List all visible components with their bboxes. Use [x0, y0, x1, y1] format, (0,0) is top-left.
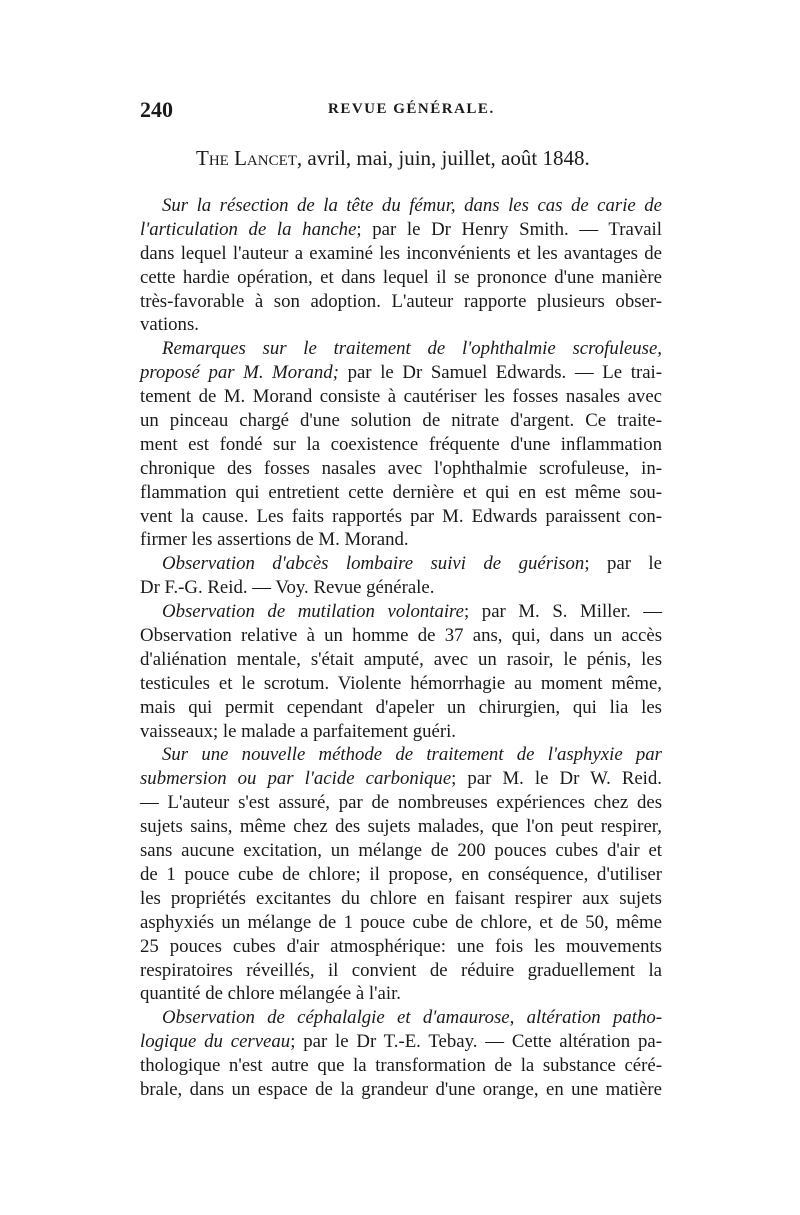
italic-segment: Observation de céphalalgie et d'amaurose — [162, 1007, 510, 1029]
italic-segment: Observation d'abcès lombaire suivi de guérison — [162, 553, 585, 575]
text-line — [140, 194, 662, 218]
text-line — [140, 911, 662, 935]
text-line — [140, 863, 662, 887]
text-segment: sans aucune excitation, un mélange de 200 pouces cubes d'air et — [140, 840, 662, 862]
italic-segment: altération patho- — [526, 1007, 662, 1029]
text-line — [140, 887, 662, 911]
text-line — [140, 433, 662, 457]
text-segment: chronique des fosses nasales avec l'ophthalmie scrofuleuse, in- — [140, 457, 662, 479]
text-segment: 25 pouces cubes d'air atmosphérique: une fois les mouvements — [140, 935, 662, 957]
text-line — [140, 791, 662, 815]
text-line — [140, 385, 662, 409]
text-segment: un pinceau chargé d'une solution de nitrate d'argent. Ce traite- — [140, 410, 662, 432]
text-segment: de 1 pouce cube de chlore; il propose, en conséquence, d'utiliser — [140, 863, 662, 885]
text-segment: ; par le Dr Henry Smith. — Travail — [356, 218, 662, 240]
text-line — [140, 576, 662, 600]
italic-segment: logique du cerveau — [140, 1031, 291, 1053]
text-segment: flammation qui entretient cette dernière et qui en est même sou- — [140, 481, 662, 503]
text-segment: vent la cause. Les faits rapportés par M. Edwards paraissent con- — [140, 505, 662, 527]
text-line — [140, 218, 662, 242]
text-line — [140, 242, 662, 266]
page-number: 240 — [140, 97, 173, 122]
italic-segment: l'articulation de la hanche — [140, 218, 357, 240]
text-segment: mais qui permit cependant d'apeler un chirurgien, qui lia les — [140, 696, 662, 718]
text-segment: cette hardie opération, et dans lequel il se prononce d'une manière — [140, 266, 662, 288]
italic-segment: Sur une nouvelle méthode de traitement de l'asphyxie par — [162, 744, 662, 766]
text-segment: respiratoires réveillés, il convient de réduire graduellement la — [140, 959, 662, 981]
text-segment: quantité de chlore mélangée à l'air. — [140, 983, 401, 1005]
text-line — [140, 337, 662, 361]
text-line — [140, 409, 662, 433]
italic-segment: proposé par M. Morand; — [140, 362, 339, 384]
text-segment: thologique n'est autre que la transformation de la substance céré- — [140, 1055, 662, 1077]
text-segment: ment est fondé sur la coexistence fréquente d'une inflammation — [140, 433, 662, 455]
text-line — [140, 1078, 662, 1102]
text-line — [140, 313, 662, 337]
text-segment: ; par le — [584, 553, 662, 575]
text-segment: — L'auteur s'est assuré, par de nombreuses expériences chez des — [140, 792, 662, 814]
text-segment: vaisseaux; le malade a parfaitement guéri. — [140, 720, 457, 742]
text-segment: testicules et le scrotum. Violente hémorrhagie au moment même, — [140, 672, 662, 694]
text-segment: par le Dr Samuel Edwards. — Le trai- — [338, 362, 663, 384]
italic-segment: Observation de mutilation volontaire — [162, 601, 465, 623]
text-segment: , — [509, 1007, 527, 1029]
text-line — [140, 266, 662, 290]
text-segment: très-favorable à son adoption. L'auteur rapporte plusieurs obser- — [140, 290, 662, 312]
text-segment: Observation relative à un homme de 37 ans, qui, dans un accès — [140, 625, 662, 647]
text-segment: les propriétés excitantes du chlore en faisant respirer aux sujets — [140, 887, 662, 909]
text-segment: ; par M. le Dr W. Reid. — [451, 768, 662, 790]
italic-segment: submersion ou par l'acide carbonique — [140, 768, 452, 790]
text-line — [140, 982, 662, 1006]
italic-segment: Remarques sur le traitement de l'ophthalmie scrofuleuse, — [162, 338, 662, 360]
text-segment: brale, dans un espace de la grandeur d'une orange, en une matière — [140, 1078, 662, 1100]
text-line — [140, 648, 662, 672]
italic-segment: Sur la résection de la tête du fémur, dans les cas de carie de — [162, 195, 662, 216]
journal-dates: , avril, mai, juin, juillet, août 1848. — [296, 146, 590, 170]
text-segment: d'aliénation mentale, s'était amputé, avec un rasoir, le pénis, les — [140, 648, 662, 670]
text-segment: Dr F.-G. Reid. — Voy. Revue générale. — [140, 577, 435, 599]
text-segment: tement de M. Morand consiste à cautériser les fosses nasales avec — [140, 386, 662, 408]
running-title: REVUE GÉNÉRALE. — [328, 101, 495, 117]
text-line — [140, 935, 662, 959]
text-line — [140, 528, 662, 552]
page-header — [140, 97, 660, 127]
text-line — [140, 1054, 662, 1078]
text-line — [140, 361, 662, 385]
text-segment: firmer les assertions de M. Morand. — [140, 529, 409, 551]
article-body — [140, 194, 662, 1102]
text-line — [140, 552, 662, 576]
text-segment: vations. — [140, 314, 199, 336]
text-segment: ; par le Dr T.-E. Tebay. — Cette altération pa- — [290, 1031, 662, 1053]
text-line — [140, 505, 662, 529]
text-line — [140, 767, 662, 791]
text-line — [140, 839, 662, 863]
text-line — [140, 959, 662, 983]
text-line — [140, 696, 662, 720]
text-segment: ; par M. S. Miller. — — [464, 601, 662, 623]
text-line — [140, 720, 662, 744]
text-line — [140, 290, 662, 314]
text-segment: sujets sains, même chez des sujets malades, que l'on peut respirer, — [140, 816, 662, 838]
text-line — [140, 743, 662, 767]
text-segment: dans lequel l'auteur a examiné les inconvénients et les avantages de — [140, 242, 662, 264]
text-line — [140, 815, 662, 839]
text-line — [140, 1030, 662, 1054]
journal-name: The Lancet — [196, 146, 297, 170]
text-line — [140, 457, 662, 481]
journal-heading — [196, 146, 590, 171]
text-line — [140, 1006, 662, 1030]
text-line — [140, 624, 662, 648]
text-segment: asphyxiés un mélange de 1 pouce cube de chlore, et de 50, même — [140, 911, 662, 933]
text-line — [140, 672, 662, 696]
text-line — [140, 481, 662, 505]
text-line — [140, 600, 662, 624]
